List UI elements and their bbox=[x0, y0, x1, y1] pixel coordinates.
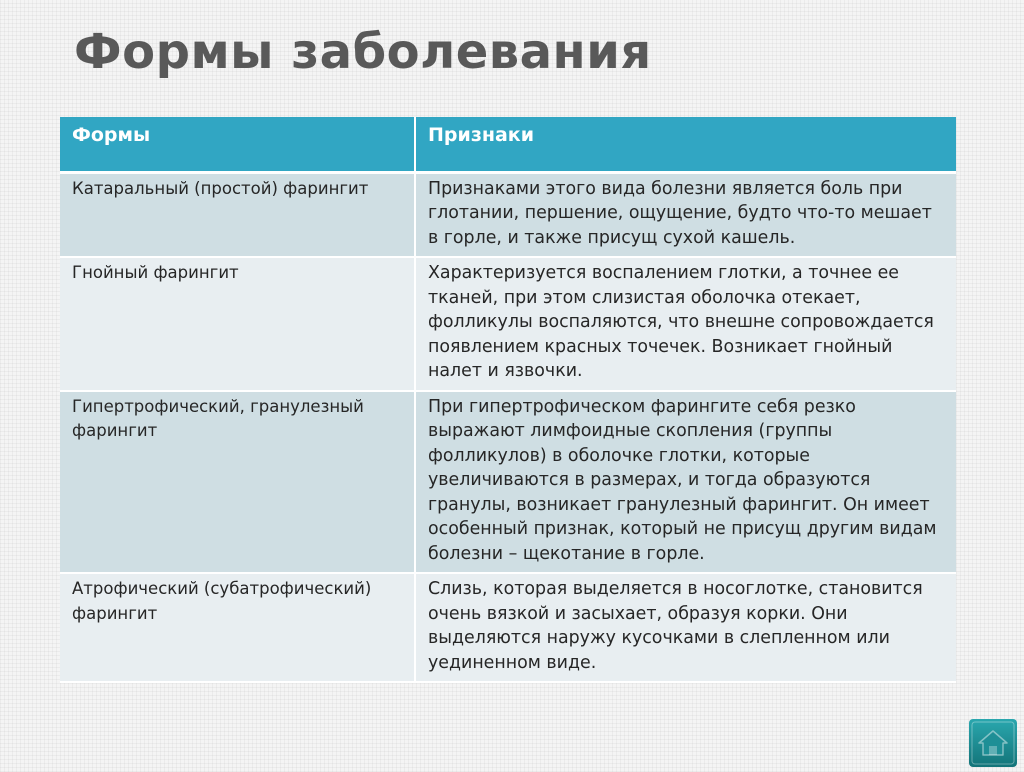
table-header-row bbox=[60, 117, 956, 172]
form-cell: Катаральный (простой) фарингит bbox=[60, 172, 415, 257]
table-row bbox=[60, 172, 956, 257]
column-header-signs: Признаки bbox=[415, 117, 956, 172]
form-cell: Атрофический (субатрофический) фарингит bbox=[60, 573, 415, 682]
table-row bbox=[60, 257, 956, 391]
form-cell: Гипертрофический, гранулезный фарингит bbox=[60, 391, 415, 574]
home-icon bbox=[968, 718, 1018, 768]
form-cell: Гнойный фарингит bbox=[60, 257, 415, 391]
home-button[interactable] bbox=[968, 718, 1018, 768]
column-header-forms: Формы bbox=[60, 117, 415, 172]
forms-table bbox=[60, 117, 956, 683]
signs-cell: При гипертрофическом фарингите себя резко выражают лимфоидные скопления (группы фолликулов) в оболочке глотки, которые увеличиваются в размерах, и тогда образуются гранулы, возникает гранулезный фарингит. Он имеет особенный признак, который не присущ другим видам болезни – щекотание в горле. bbox=[415, 391, 956, 574]
slide-title: Формы заболевания bbox=[74, 24, 652, 80]
table-row bbox=[60, 573, 956, 682]
signs-cell: Признаками этого вида болезни является боль при глотании, першение, ощущение, будто что-то мешает в горле, и также присущ сухой кашель. bbox=[415, 172, 956, 257]
signs-cell: Слизь, которая выделяется в носоглотке, становится очень вязкой и засыхает, образуя корки. Они выделяются наружу кусочками в слепленном или уединенном виде. bbox=[415, 573, 956, 682]
table-row bbox=[60, 391, 956, 574]
signs-cell: Характеризуется воспалением глотки, а точнее ее тканей, при этом слизистая оболочка отекает, фолликулы воспаляются, что внешне сопровождается появлением красных точечек. Возникает гнойный налет и язвочки. bbox=[415, 257, 956, 391]
